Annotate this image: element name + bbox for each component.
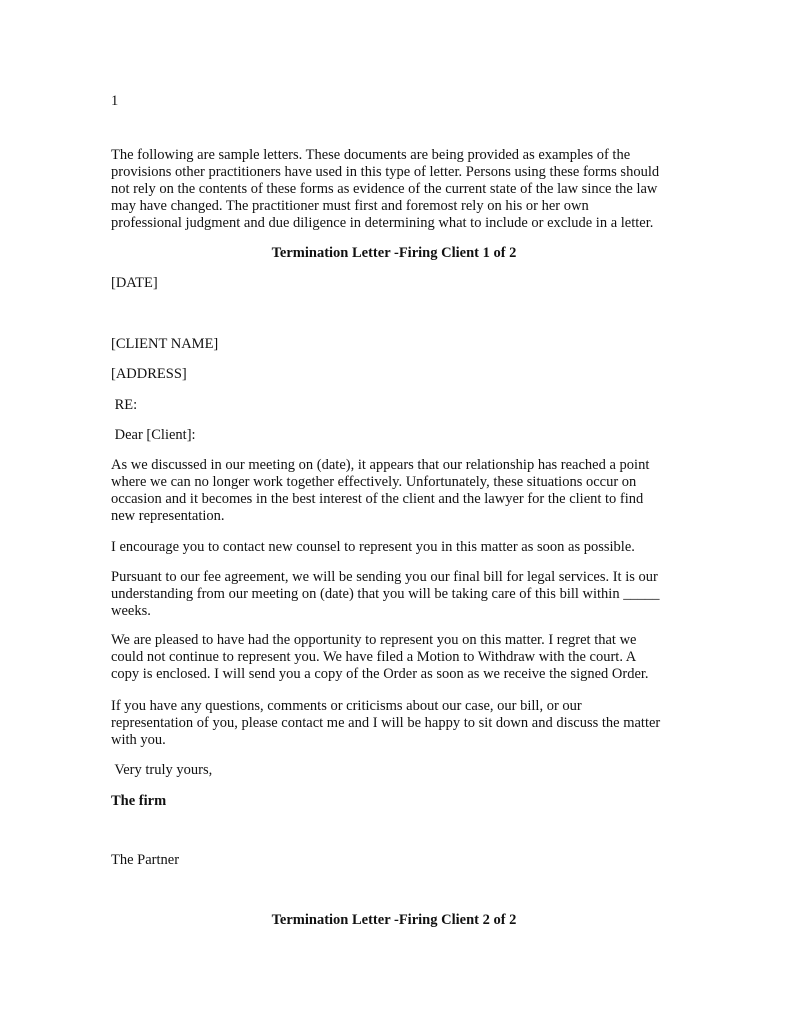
date-placeholder: [DATE]: [111, 275, 158, 291]
paragraph-line: copy is enclosed. I will send you a copy of the Order as soon as we receive the signed Order.: [111, 666, 649, 682]
letter-heading-2: Termination Letter -Firing Client 2 of 2: [271, 912, 517, 928]
disclaimer-line: professional judgment and due diligence in determining what to include or exclude in a letter.: [111, 215, 654, 231]
page-number: 1: [111, 93, 119, 109]
disclaimer-line: may have changed. The practitioner must first and foremost rely on his or her own: [111, 198, 589, 214]
disclaimer-line: provisions other practitioners have used in this type of letter. Persons using these forms should: [111, 164, 660, 180]
paragraph-line: occasion and it becomes in the best interest of the client and the lawyer for the client to find: [111, 491, 644, 507]
signer-name: The Partner: [111, 852, 180, 868]
salutation: Dear [Client]:: [111, 427, 196, 443]
paragraph-line: Pursuant to our fee agreement, we will be sending you our final bill for legal services. It is our: [111, 569, 658, 585]
paragraph-line: If you have any questions, comments or criticisms about our case, our bill, or our: [111, 698, 582, 714]
body-paragraph-1: [111, 457, 701, 525]
body-paragraph-2: I encourage you to contact new counsel to represent you in this matter as soon as possible.: [111, 539, 635, 555]
body-paragraph-4: [111, 632, 701, 683]
paragraph-line: We are pleased to have had the opportunity to represent you on this matter. I regret that we: [111, 632, 637, 648]
disclaimer-line: not rely on the contents of these forms as evidence of the current state of the law since the law: [111, 181, 658, 197]
paragraph-line: weeks.: [111, 603, 151, 619]
closing: Very truly yours,: [111, 762, 213, 778]
address-placeholder: [ADDRESS]: [111, 366, 187, 382]
letter-heading-1: Termination Letter -Firing Client 1 of 2: [271, 245, 517, 261]
disclaimer-line: The following are sample letters. These documents are being provided as examples of the: [111, 147, 631, 163]
body-paragraph-5: [111, 698, 701, 749]
paragraph-line: where we can no longer work together effectively. Unfortunately, these situations occur on: [111, 474, 637, 490]
paragraph-line: new representation.: [111, 508, 225, 524]
paragraph-line: representation of you, please contact me and I will be happy to sit down and discuss the matter: [111, 715, 661, 731]
client-name-placeholder: [CLIENT NAME]: [111, 336, 219, 352]
paragraph-line: understanding from our meeting on (date) that you will be taking care of this bill within _____: [111, 586, 660, 602]
body-paragraph-3: [111, 569, 701, 620]
disclaimer-paragraph: [111, 147, 701, 232]
firm-name: The firm: [111, 793, 167, 809]
paragraph-line: could not continue to represent you. We have filed a Motion to Withdraw with the court. A: [111, 649, 637, 665]
paragraph-line: with you.: [111, 732, 166, 748]
re-line: RE:: [111, 397, 138, 413]
paragraph-line: As we discussed in our meeting on (date), it appears that our relationship has reached a point: [111, 457, 650, 473]
